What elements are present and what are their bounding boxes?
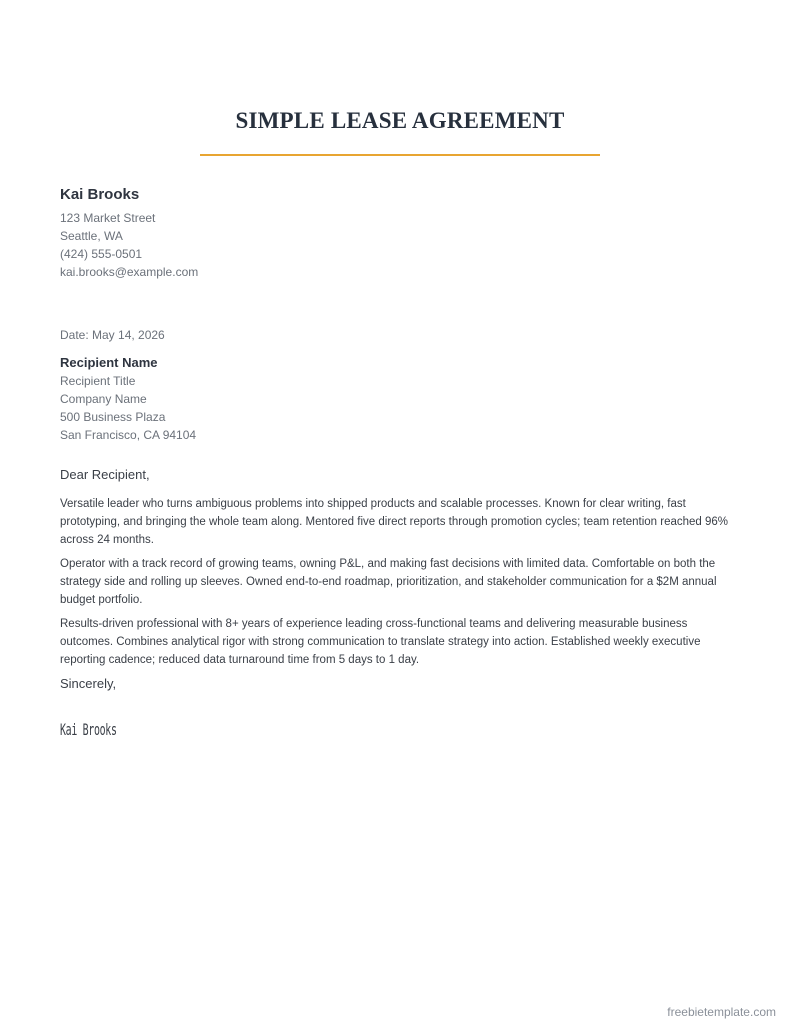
footer-watermark: freebietemplate.com xyxy=(667,1005,776,1019)
sender-address-line2: Seattle, WA xyxy=(60,229,123,243)
recipient-title: Recipient Title xyxy=(60,374,136,388)
letter-greeting: Dear Recipient, xyxy=(60,467,150,482)
letter-body xyxy=(60,495,740,675)
recipient-address-line1: 500 Business Plaza xyxy=(60,410,166,424)
letter-date: Date: May 14, 2026 xyxy=(60,328,165,342)
signature: Kai Brooks xyxy=(60,720,117,739)
recipient-company: Company Name xyxy=(60,392,147,406)
recipient-address-line2: San Francisco, CA 94104 xyxy=(60,428,197,442)
sender-address-line1: 123 Market Street xyxy=(60,211,156,225)
sender-block xyxy=(60,186,198,281)
letter-closing: Sincerely, xyxy=(60,676,117,691)
letter-paragraph: Versatile leader who turns ambiguous problems into shipped products and scalable processes. Known for clear writing, fast prototyping, and bringing the whole team along. Mentored five direct reports through promotion cycles; team retention reached 96% across 24 months. xyxy=(60,498,729,546)
title-divider xyxy=(200,154,600,156)
sender-name: Kai Brooks xyxy=(60,186,140,203)
letter-paragraph: Results-driven professional with 8+ years of experience leading cross-functional teams and delivering measurable business outcomes. Combines analytical rigor with strong communication to translate strategy into action. Established weekly executive reporting cadence; reduced data turnaround time from 5 days to 1 day. xyxy=(60,618,701,666)
letter-paragraph: Operator with a track record of growing teams, owning P&L, and making fast decisions with limited data. Comfortable on both the strategy side and rolling up sleeves. Owned end-to-end roadmap, prioritization, and stakeholder communication for a $2M annual budget portfolio. xyxy=(60,558,717,606)
sender-phone: (424) 555-0501 xyxy=(60,247,143,261)
recipient-block xyxy=(60,355,196,444)
document-title: SIMPLE LEASE AGREEMENT xyxy=(235,108,565,133)
sender-email: kai.brooks@example.com xyxy=(60,265,199,279)
recipient-name: Recipient Name xyxy=(60,355,158,370)
